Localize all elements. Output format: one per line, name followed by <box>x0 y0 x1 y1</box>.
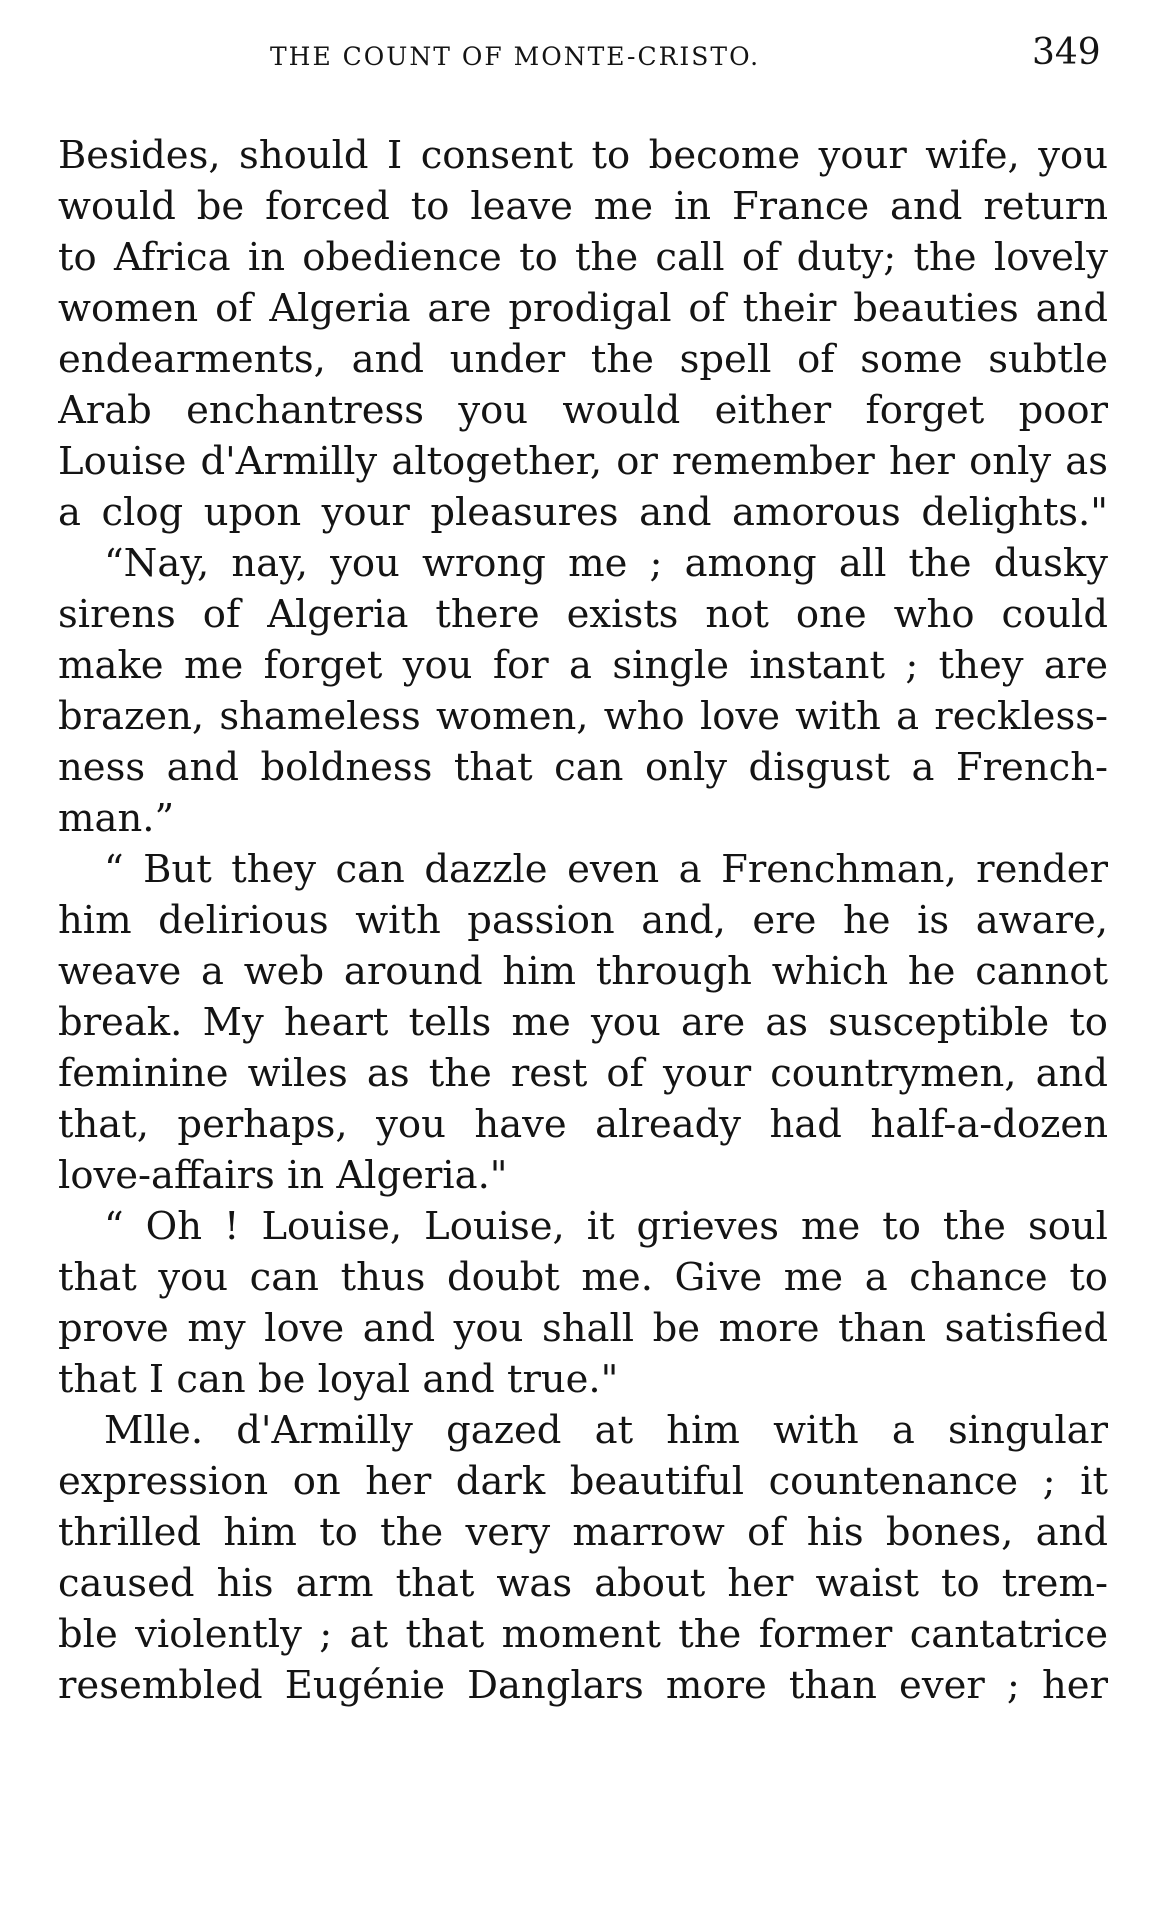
running-title: THE COUNT OF MONTE-CRISTO. <box>270 42 761 71</box>
paragraph <box>58 130 1108 538</box>
text-line: would be forced to leave me in France and return <box>58 184 1108 229</box>
text-line: break. My heart tells me you are as susceptible to <box>58 1000 1108 1045</box>
body-text <box>58 130 1108 1711</box>
text-line: that I can be loyal and true." <box>58 1357 619 1402</box>
text-line: Louise d'Armilly altogether, or remember her only as <box>58 439 1108 484</box>
text-line: “Nay, nay, you wrong me ; among all the dusky <box>104 541 1108 586</box>
text-line: expression on her dark beautiful countenance ; it <box>58 1459 1108 1504</box>
text-line: weave a web around him through which he cannot <box>58 949 1108 994</box>
text-line: “ But they can dazzle even a Frenchman, render <box>104 847 1108 892</box>
paragraph <box>58 1201 1108 1405</box>
text-line: love-affairs in Algeria." <box>58 1153 508 1198</box>
text-line: sirens of Algeria there exists not one who could <box>58 592 1108 637</box>
text-line: Besides, should I consent to become your wife, you <box>58 133 1108 178</box>
text-line: that, perhaps, you have already had half-a-dozen <box>58 1102 1108 1147</box>
text-line: make me forget you for a single instant ; they are <box>58 643 1108 688</box>
text-line: prove my love and you shall be more than satisfied <box>58 1306 1108 1351</box>
text-line: man.” <box>58 796 175 841</box>
text-line: caused his arm that was about her waist to trem- <box>58 1561 1108 1606</box>
text-line: feminine wiles as the rest of your countrymen, and <box>58 1051 1108 1096</box>
text-line: ble violently ; at that moment the former cantatrice <box>58 1612 1108 1657</box>
text-line: women of Algeria are prodigal of their beauties and <box>58 286 1108 331</box>
text-line: thrilled him to the very marrow of his bones, and <box>58 1510 1108 1555</box>
paragraph <box>58 844 1108 1201</box>
paragraph <box>58 1405 1108 1711</box>
text-line: him delirious with passion and, ere he is aware, <box>58 898 1108 943</box>
page-number: 349 <box>1032 32 1101 73</box>
text-line: Mlle. d'Armilly gazed at him with a singular <box>104 1408 1108 1453</box>
text-line: ness and boldness that can only disgust a French- <box>58 745 1108 790</box>
text-line: “ Oh ! Louise, Louise, it grieves me to the soul <box>104 1204 1108 1249</box>
paragraph <box>58 538 1108 844</box>
text-line: to Africa in obedience to the call of duty; the lovely <box>58 235 1108 280</box>
text-line: endearments, and under the spell of some subtle <box>58 337 1108 382</box>
text-line: resembled Eugénie Danglars more than ever ; her <box>58 1663 1108 1708</box>
text-line: Arab enchantress you would either forget poor <box>58 388 1108 433</box>
text-line: that you can thus doubt me. Give me a chance to <box>58 1255 1108 1300</box>
text-line: brazen, shameless women, who love with a reckless- <box>58 694 1108 739</box>
text-line: a clog upon your pleasures and amorous delights." <box>58 490 1108 535</box>
